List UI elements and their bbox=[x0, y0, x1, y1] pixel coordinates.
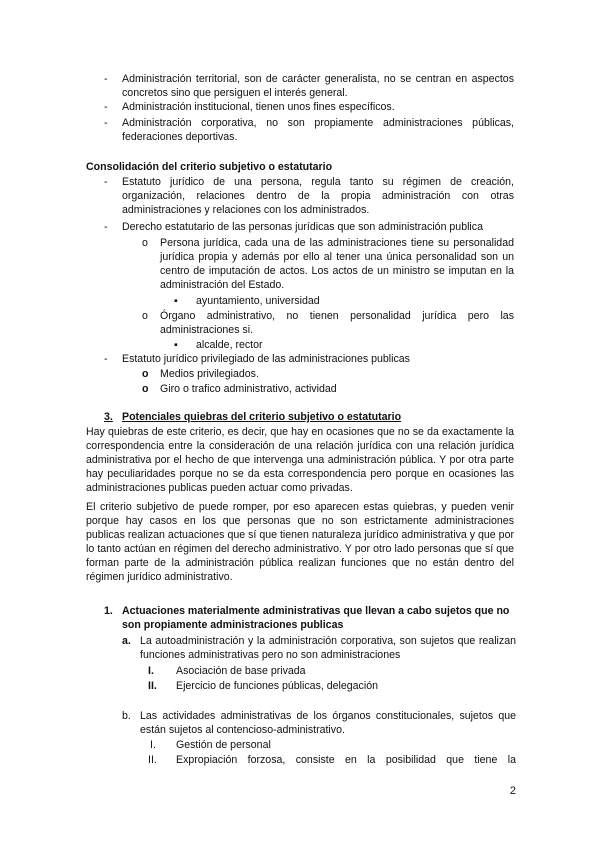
item-organos-constitucionales: Las actividades administrativas de los órganos constitucionales, sujetos que están sujetos al contencioso-administrativo. bbox=[140, 710, 516, 736]
item-autoadministracion: La autoadministración y la administración corporativa, son sujetos que realizan funciones administrativas pero no son administraciones bbox=[140, 635, 516, 661]
bullet-derecho-estatutario: Derecho estatutario de las personas jurídicas que son administración publica bbox=[122, 221, 483, 233]
sub-bullet-medios: Medios privilegiados. bbox=[160, 368, 259, 380]
bullet-marker: - bbox=[104, 117, 108, 129]
bullet-corporativa: Administración corporativa, no son propiamente administraciones públicas, federaciones deportivas. bbox=[122, 117, 514, 143]
roman-numeral: I. bbox=[150, 739, 156, 751]
page-number: 2 bbox=[509, 785, 516, 797]
bullet-marker: - bbox=[104, 221, 108, 233]
item-expropiacion: Expropiación forzosa, consiste en la posibilidad que tiene la bbox=[176, 754, 516, 766]
item-ejercicio: Ejercicio de funciones públicas, delegación bbox=[176, 680, 378, 692]
bullet-institucional: Administración institucional, tienen unos fines específicos. bbox=[122, 101, 395, 113]
example-alcalde: alcalde, rector bbox=[196, 339, 263, 351]
bullet-estatuto-juridico: Estatuto jurídico de una persona, regula tanto su régimen de creación, organización, relaciones dentro de la propia administración con otras administraciones y relaciones con los administrados. bbox=[122, 176, 514, 216]
sub-bullet-marker: o bbox=[142, 310, 148, 322]
bullet-marker: - bbox=[104, 73, 108, 85]
sub-bullet-organo-administrativo: Órgano administrativo, no tienen personalidad jurídica pero las administraciones si. bbox=[160, 310, 514, 336]
square-bullet-icon: ▪ bbox=[174, 339, 178, 351]
list-number: 1. bbox=[104, 605, 113, 617]
list-letter: b. bbox=[122, 710, 131, 722]
bullet-marker: - bbox=[104, 176, 108, 188]
item-asociacion: Asociación de base privada bbox=[176, 665, 306, 677]
sub-bullet-giro: Giro o trafico administrativo, actividad bbox=[160, 383, 337, 395]
sub-bullet-marker: o bbox=[142, 368, 149, 380]
roman-numeral: II. bbox=[148, 754, 157, 766]
bullet-estatuto-privilegiado: Estatuto jurídico privilegiado de las administraciones publicas bbox=[122, 353, 410, 365]
bullet-marker: - bbox=[104, 101, 108, 113]
sub-bullet-persona-juridica: Persona jurídica, cada una de las administraciones tiene su personalidad jurídica propia y además por ello al tener una única personalidad son un centro de imputación de actos. Los actos de un ministro se imputan en la administración del Estado. bbox=[160, 237, 514, 291]
paragraph-quiebras: Hay quiebras de este criterio, es decir, que hay en ocasiones que no se da exactamente la correspondencia entre la consideración de una relación jurídica con una relación jurídica administrativa por el hecho de que intervenga una administración pública. Y por otra parte hay peculiaridades porque no se da esta correspondencia pero porque en ocasiones las administraciones publicas pueden actuar como privadas. bbox=[86, 426, 514, 494]
sub-bullet-marker: o bbox=[142, 237, 148, 249]
bullet-territorial: Administración territorial, son de carácter generalista, no se centran en aspectos concretos sino que persiguen el interés general. bbox=[122, 73, 514, 99]
sub-bullet-marker: o bbox=[142, 383, 149, 395]
roman-numeral: I. bbox=[148, 665, 154, 677]
example-ayuntamiento: ayuntamiento, universidad bbox=[196, 295, 320, 307]
item-gestion-personal: Gestión de personal bbox=[176, 739, 271, 751]
section-number: 3. bbox=[104, 411, 113, 423]
paragraph-criterio-subjetivo: El criterio subjetivo de puede romper, por eso aparecen estas quiebras, y pueden venir porque hay casos en los que personas que no son estrictamente administraciones publicas realizan actuaciones que sí que tienen naturaleza jurídico administrativa y que por lo tanto actúan en régimen del derecho administrativo. Y por otro lado personas que sí que forman parte de la administración pública realizan funciones que no están dentro del régimen jurídico administrativo. bbox=[86, 501, 514, 583]
list-heading-actuaciones: Actuaciones materialmente administrativas que llevan a cabo sujetos que no son propiamente administraciones publicas bbox=[122, 605, 510, 631]
list-letter: a. bbox=[122, 635, 131, 647]
section-heading-consolidacion: Consolidación del criterio subjetivo o estatutario bbox=[86, 161, 333, 173]
section-heading-quiebras: Potenciales quiebras del criterio subjetivo o estatutario bbox=[122, 411, 402, 423]
bullet-marker: - bbox=[104, 353, 108, 365]
square-bullet-icon: ▪ bbox=[174, 295, 178, 307]
roman-numeral: II. bbox=[148, 680, 157, 692]
